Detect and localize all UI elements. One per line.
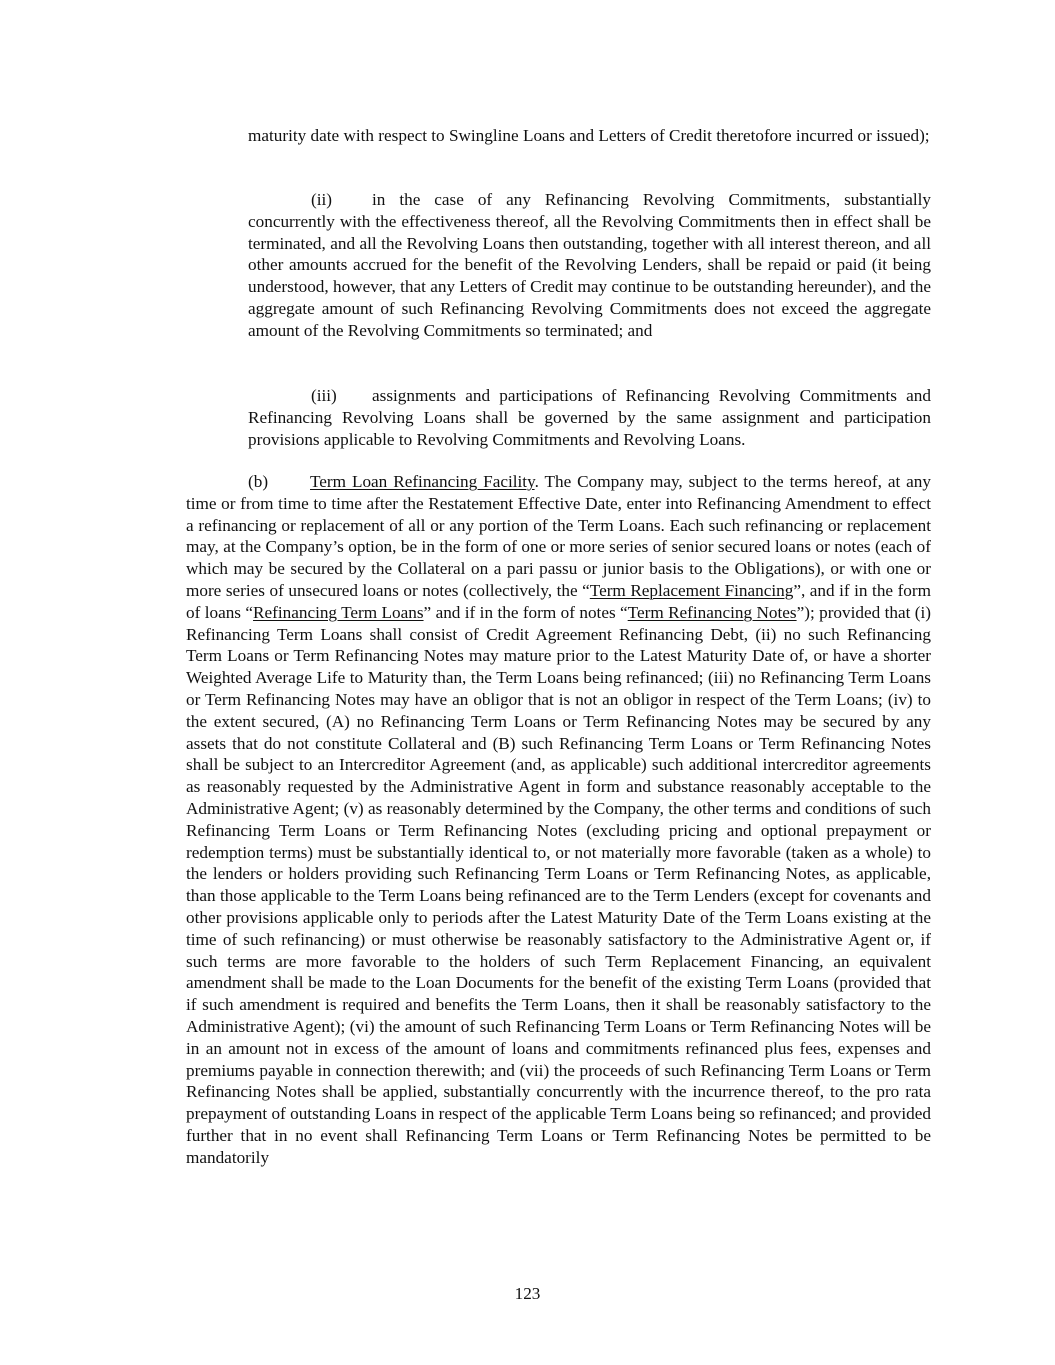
paragraph-ii-marker: (ii) (311, 190, 332, 209)
page-number: 123 (514, 1284, 541, 1303)
paragraph-b-text-3: ” and if in the form of notes “ (423, 602, 628, 622)
paragraph-b-marker: (b) (248, 472, 269, 491)
paragraph-continuation (248, 125, 931, 147)
defined-term-refinancing-term-loans: Refinancing Term Loans (253, 602, 424, 622)
paragraph-b-heading: Term Loan Refinancing Facility (310, 472, 535, 491)
paragraph-iii-marker: (iii) (311, 386, 337, 405)
paragraph-b (186, 471, 931, 1169)
defined-term-term-refinancing-notes: Term Refinancing Notes (627, 602, 797, 622)
paragraph-b-text-4: ”); provided that (i) Refinancing Term Loans shall consist of Credit Agreement Refinancing Debt, (ii) no such Refinancing Term Loans or Term Refinancing Notes may mature prior to the Latest Maturity Date of, or have a shorter Weighted Average Life to Maturity than, the Term Loans being refinanced; (iii) no Refinancing Term Loans or Term Refinancing Notes may have an obligor that is not an obligor in respect of the Term Loans; (iv) to the extent secured, (A) no Refinancing Term Loans or Term Refinancing Notes may be secured by any assets that do not constitute Collateral and (B) such Refinancing Term Loans or Term Refinancing Notes shall be subject to an Intercreditor Agreement (and, as applicable) such additional intercreditor agreements as reasonably requested by the Administrative Agent in form and substance reasonably acceptable to the Administrative Agent; (v) as reasonably determined by the Company, the other terms and conditions of such Refinancing Term Loans or Term Refinancing Notes (excluding pricing and optional prepayment or redemption terms) must be substantially identical to, or not materially more favorable (taken as a whole) to the lenders or holders providing such Refinancing Term Loans or Term Refinancing Notes, as applicable, than those applicable to the Term Loans being refinanced are to the Term Lenders (except for covenants and other provisions applicable only to periods after the Latest Maturity Date of the Term Loans existing at the time of such refinancing) or must otherwise be reasonably satisfactory to the Administrative Agent or, if such terms are more favorable to the holders of such Term Replacement Financing, an equivalent amendment shall be made to the Loan Documents for the benefit of the existing Term Loans (provided that if such amendment is required and benefits the Term Loans, then it shall be reasonably satisfactory to the Administrative Agent); (vi) the amount of such Refinancing Term Loans or Term Refinancing Notes will be in an amount not in excess of the amount of loans and commitments refinanced plus fees, expenses and premiums payable in connection therewith; and (vii) the proceeds of such Refinancing Term Loans or Term Refinancing Notes shall be applied, substantially concurrently with the incurrence thereof, to the pro rata prepayment of outstanding Loans in respect of the applicable Term Loans being so refinanced; and provided further that in no event shall Refinancing Term Loans or Term Refinancing Notes be permitted to be mandatorily (186, 602, 932, 1167)
paragraph-continuation-text: maturity date with respect to Swingline Loans and Letters of Credit theretofore incurred or issued); (248, 126, 930, 145)
defined-term-term-replacement-financing: Term Replacement Financing (589, 580, 794, 600)
paragraph-ii-text: in the case of any Refinancing Revolving Commitments, substantially concurrently with the effectiveness thereof, all the Revolving Commitments then in effect shall be terminated, and all the Revolving Loans then outstanding, together with all interest thereon, and all other amounts accrued for the benefit of the Revolving Lenders, shall be repaid or paid (it being understood, however, that any Letters of Credit may continue to be outstanding hereunder), and the aggregate amount of such Refinancing Revolving Commitments does not exceed the aggregate amount of the Revolving Commitments so terminated; and (248, 190, 931, 340)
paragraph-iii (248, 385, 931, 450)
paragraph-b-text-1: . The Company may, subject to the terms hereof, at any time or from time to time after the Restatement Effective Date, enter into Refinancing Amendment to effect a refinancing or replacement of all or any portion of the Term Loans. Each such refinancing or replacement may, at the Company’s option, be in the form of one or more series of senior secured loans or notes (each of which may be secured by the Collateral on a pari passu or junior basis to the Obligations), or with one or more series of unsecured loans or notes (collectively, the “ (186, 472, 931, 600)
paragraph-iii-text: assignments and participations of Refinancing Revolving Commitments and Refinancing Revolving Loans shall be governed by the same assignment and participation provisions applicable to Revolving Commitments and Revolving Loans. (248, 386, 931, 449)
paragraph-ii (248, 189, 931, 342)
paragraph-b-text-2: ”, and if in the form of loans “ (186, 580, 931, 622)
